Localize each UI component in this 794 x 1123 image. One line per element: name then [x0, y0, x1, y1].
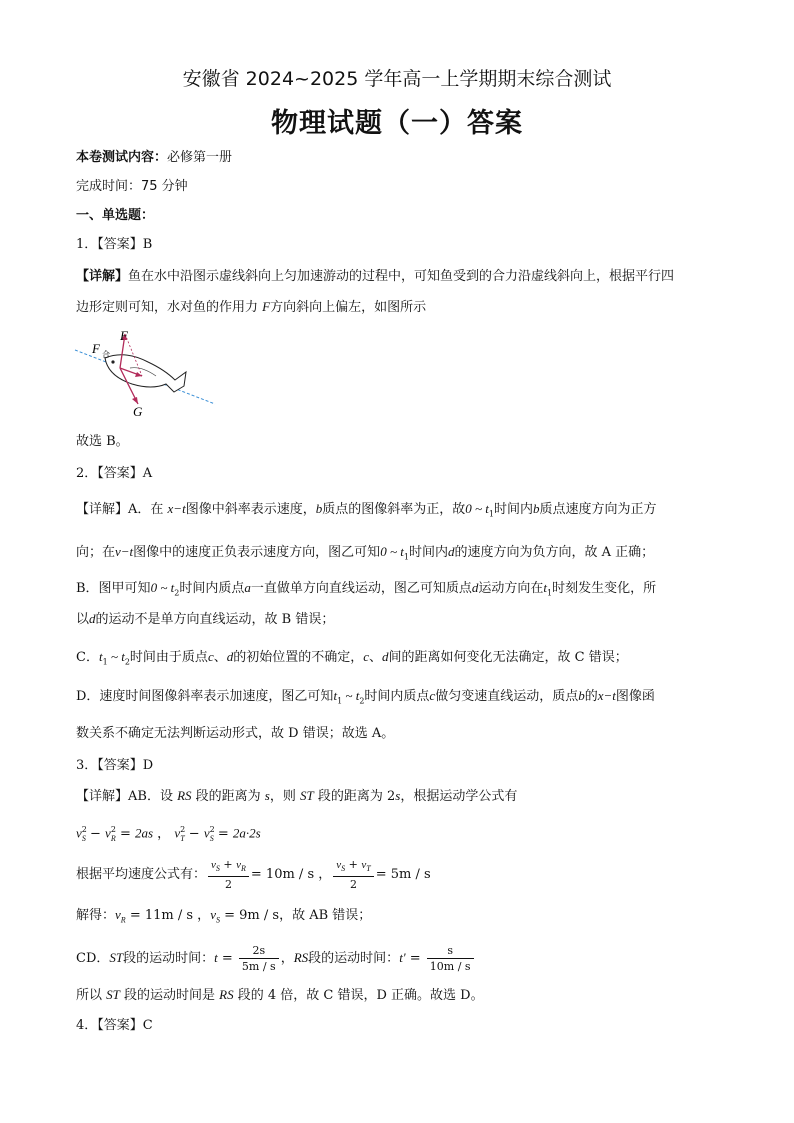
text-fragment: 5m / s [241, 960, 276, 973]
text-fragment: 、 [369, 650, 383, 665]
text-fragment: 段的运动时间： [123, 951, 215, 966]
text-fragment: 2 [349, 878, 357, 892]
q3-average-speed-line: 根据平均速度公式有： $\frac{v_S + v_R}{2}$ = 10m / s ， $\frac{v_S + v_T}{2}$ = 5m / s [76, 858, 431, 892]
text-fragment: c [363, 649, 370, 664]
text-fragment: 2 [224, 878, 232, 892]
text-fragment: ，故 AB 错误； [279, 908, 372, 923]
q1-detail-text2a: 边形定则可知，水对鱼的作用力 [76, 300, 263, 315]
text-fragment: 间的距离如何变化无法确定，故 C 错误； [388, 650, 628, 665]
text-fragment: s [427, 943, 474, 959]
time-line: 完成时间：75 分钟 [76, 179, 188, 194]
text-fragment: ST [109, 950, 124, 965]
text-fragment: b [578, 688, 585, 703]
text-fragment: 段的 4 倍，故 C 错误，D 正确。故选 D。 [233, 988, 484, 1003]
text-fragment: s [264, 788, 270, 803]
q2-answer: 2．【答案】A [76, 466, 153, 481]
text-fragment: 时间内 [493, 502, 533, 517]
text-fragment: = 9m / s [224, 908, 280, 923]
q4-answer: 4．【答案】C [76, 1018, 153, 1033]
text-fragment: 时间内质点 [179, 581, 245, 596]
text-fragment: 运动方向在 [478, 581, 544, 596]
text-fragment: 段的运动时间是 [119, 988, 220, 1003]
text-fragment: 做匀变速直线运动，质点 [435, 689, 579, 704]
q3-answer: 3．【答案】D [76, 758, 154, 773]
text-fragment: t [333, 688, 338, 703]
text-fragment: 的初始位置的不确定， [233, 650, 364, 665]
text-fragment: 一直做单方向直线运动，图乙可知质点 [250, 581, 472, 596]
section-heading: 一、单选题： [76, 208, 155, 223]
text-fragment: ST [300, 788, 314, 803]
text-fragment: 的运动不是单方向直线运动，故 B 错误； [95, 612, 335, 627]
q1-detail-line2 [76, 297, 426, 318]
text-fragment: 、 [213, 650, 227, 665]
text-fragment: 2s [239, 943, 279, 959]
q1-detail-tag: 【详解】 [76, 269, 129, 284]
text-fragment: 1 [102, 657, 108, 667]
q2-d-line1 [76, 686, 655, 712]
scope-label: 本卷测试内容： [76, 150, 168, 165]
text-fragment: 2as [134, 825, 154, 841]
text-fragment: 所以 [76, 988, 107, 1003]
text-fragment: a [244, 580, 251, 595]
text-fragment: 时间由于质点 [129, 650, 208, 665]
text-fragment: = [217, 951, 237, 966]
text-fragment: x−t [167, 501, 186, 516]
text-fragment: 1 [488, 509, 494, 519]
scope-line [76, 148, 232, 168]
text-fragment: 时间内质点 [364, 689, 430, 704]
text-fragment: ，则 [269, 789, 300, 804]
exam-title: 安徽省 2024~2025 学年高一上学期期末综合测试 [182, 68, 612, 90]
text-fragment: 图像中斜率表示速度， [185, 502, 316, 517]
label-F-net: F [92, 341, 100, 356]
text-fragment: CD． [76, 951, 110, 966]
label-G: G [133, 404, 143, 419]
text-fragment: 图像中的速度正负表示速度方向，图乙可知 [133, 545, 381, 560]
text-fragment: 时间内 [408, 545, 448, 560]
text-fragment: d [471, 580, 479, 595]
text-fragment: = 5m / s [375, 867, 431, 883]
text-fragment: c [207, 649, 214, 664]
q3-kinematics-equations: $v^2_S - v^2_R = 2as$ ， $v^2_T - v^2_S = 2a\cdot 2s$ [76, 825, 261, 843]
text-fragment: ，根据运动学公式有 [400, 789, 518, 804]
text-fragment: 1 [546, 588, 553, 598]
q1-detail-text2b: 方向斜向上偏左，如图所示 [270, 300, 427, 315]
text-fragment: ST [106, 987, 120, 1002]
label-he: 合 [102, 350, 110, 359]
text-fragment: 段的距离为 [191, 789, 265, 804]
text-fragment: s [395, 788, 401, 803]
text-fragment: 以 [76, 612, 90, 627]
q1-conclusion: 故选 B。 [76, 434, 129, 449]
text-fragment: 图像函 [615, 689, 655, 704]
text-fragment: ~ t [107, 649, 125, 664]
q3-solution-line: 解得：$v_R = 11m / s$ ，$v_S = 9m / s$，故 AB 错误； [76, 907, 372, 925]
text-fragment: 的 [584, 689, 598, 704]
text-fragment: d [382, 649, 389, 664]
q2-a-line2 [76, 542, 654, 568]
text-fragment: ~ t [342, 688, 360, 703]
text-fragment: t [214, 950, 218, 965]
q2-b-line1 [76, 578, 656, 604]
text-fragment: RS [293, 950, 309, 965]
q3-cd-line [76, 942, 476, 975]
text-fragment: d [226, 649, 234, 664]
text-fragment: 0 ~ t [150, 580, 175, 595]
q2-c-line [76, 647, 628, 673]
text-fragment: = 10m / s [250, 867, 315, 883]
text-fragment: 【详解】AB．设 [76, 789, 178, 804]
text-fragment: 1 [403, 552, 409, 562]
paper-title: 物理试题（一）答案 [271, 108, 523, 139]
fish-force-diagram [70, 328, 220, 420]
text-fragment: RS [219, 987, 234, 1002]
text-fragment: v−t [115, 544, 134, 559]
text-fragment: 段的运动时间： [308, 951, 400, 966]
text-fragment: C． [76, 650, 99, 665]
text-fragment: 0 ~ t [380, 544, 404, 559]
q3-conclusion [76, 985, 484, 1006]
text-fragment: 质点的图像斜率为正，故 [322, 502, 466, 517]
text-fragment: x−t [597, 688, 616, 703]
text-fragment: 向；在 [76, 545, 116, 560]
text-fragment: 解得： [76, 908, 116, 923]
q1-detail-line1 [76, 267, 674, 287]
text-fragment: RS [177, 788, 192, 803]
text-fragment: t' [399, 950, 406, 965]
q2-a-line1 [76, 499, 657, 525]
text-fragment: 质点速度方向为正方 [539, 502, 657, 517]
fish-icon [105, 355, 186, 392]
text-fragment: b [315, 501, 323, 516]
text-fragment: B．图甲可知 [76, 581, 151, 596]
text-fragment: 的速度方向为负方向，故 A 正确； [454, 545, 655, 560]
text-fragment: 【详解】A．在 [76, 502, 168, 517]
text-fragment: 段的距离为 2 [313, 789, 396, 804]
q2-d-line2: 数关系不确定无法判断运动形式，故 D 错误；故选 A。 [76, 726, 395, 741]
text-fragment: D．速度时间图像斜率表示加速度，图乙可知 [76, 689, 334, 704]
text-fragment: d [447, 544, 455, 559]
text-fragment: 2 [174, 588, 180, 598]
text-fragment: 10m / s [429, 960, 471, 973]
text-fragment: = 11m / s [129, 908, 194, 923]
q1-answer: 1．【答案】B [76, 237, 153, 252]
q3-ab-line [76, 786, 517, 807]
q2-b-line2 [76, 609, 334, 630]
text-fragment: b [532, 501, 540, 516]
text-fragment: 1 [337, 696, 343, 706]
text-fragment: = [405, 951, 425, 966]
text-fragment: c [429, 688, 436, 703]
text-fragment: t [543, 580, 547, 595]
text-fragment: 时刻发生变化，所 [552, 581, 657, 596]
text-fragment: 2 [359, 696, 365, 706]
text-fragment: ， [280, 951, 294, 966]
text-fragment: d [89, 611, 96, 626]
text-fragment: 2a·2s [232, 825, 261, 841]
scope-value: 必修第一册 [167, 150, 233, 165]
text-fragment: 2 [124, 657, 130, 667]
text-fragment: t [98, 649, 103, 664]
q1-detail-text1: 鱼在水中沿图示虚线斜向上匀加速游动的过程中，可知鱼受到的合力沿虚线斜向上，根据平行四 [128, 269, 675, 284]
text-fragment: 0 ~ t [465, 501, 489, 516]
text-fragment: 根据平均速度公式有： [76, 867, 207, 883]
label-F: F [120, 328, 128, 343]
q1-force-symbol: F [262, 299, 271, 314]
